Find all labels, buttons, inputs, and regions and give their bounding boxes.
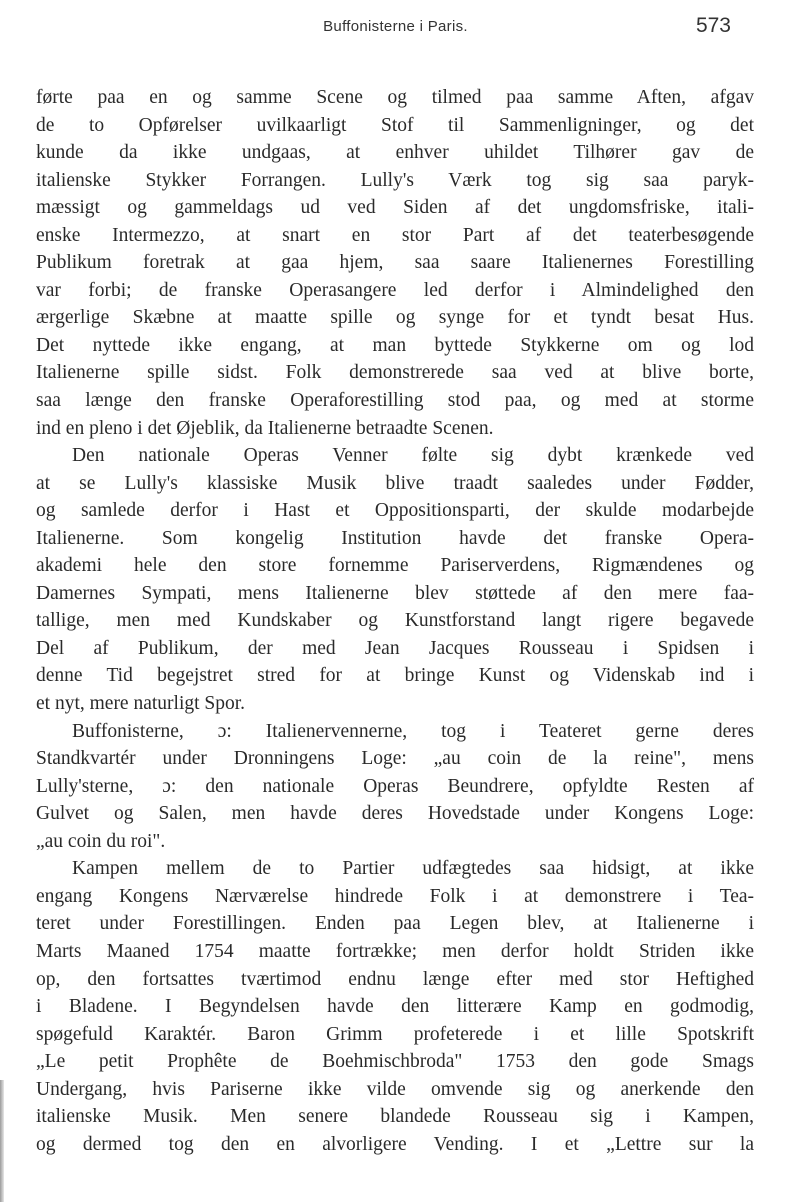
running-title: Buffonisterne i Paris.: [323, 18, 468, 35]
text-line: ærgerlige Skæbne at maatte spille og synge for et tyndt besat Hus.: [36, 307, 754, 329]
text-line: mæssigt og gammeldags ud ved Siden af det ungdomsfriske, itali-: [36, 197, 754, 219]
text-line: enske Intermezzo, at snart en stor Part af det teaterbesøgende: [36, 224, 754, 246]
text-line: italienske Stykker Forrangen. Lully's Værk tog sig saa paryk-: [36, 169, 754, 191]
text-line: de to Opførelser uvilkaarligt Stof til Sammenligninger, og det: [36, 114, 754, 136]
text-line: saa længe den franske Operaforestilling stod paa, og med at storme: [36, 390, 754, 412]
text-line: Publikum foretrak at gaa hjem, saa saare Italienernes Forestilling: [36, 252, 754, 274]
text-line: „au coin du roi".: [36, 830, 166, 852]
text-line: Buffonisterne, ɔ: Italienervennerne, tog i Teateret gerne deres: [72, 720, 754, 742]
text-line: Det nyttede ikke engang, at man byttede Stykkerne om og lod: [36, 334, 754, 356]
text-line: op, den fortsattes tværtimod endnu længe efter med stor Heftighed: [36, 968, 754, 990]
text-line: spøgefuld Karaktér. Baron Grimm profeterede i et lille Spotskrift: [36, 1023, 754, 1045]
text-line: var forbi; de franske Operasangere led derfor i Almindelighed den: [36, 279, 754, 301]
page-edge-shadow: [0, 1080, 4, 1202]
text-line: denne Tid begejstret stred for at bringe Kunst og Videnskab ind i: [36, 665, 754, 687]
text-line: Kampen mellem de to Partier udfægtedes saa hidsigt, at ikke: [72, 858, 754, 880]
text-line: Lully'sterne, ɔ: den nationale Operas Beundrere, opfyldte Resten af: [36, 775, 754, 797]
text-line: kunde da ikke undgaas, at enhver uhildet Tilhører gav de: [36, 142, 754, 164]
text-line: Marts Maaned 1754 maatte fortrække; men derfor holdt Striden ikke: [36, 940, 754, 962]
body-text: [36, 84, 754, 1158]
text-line: Standkvartér under Dronningens Loge: „au coin de la reine", mens: [36, 748, 754, 770]
text-line: ind en pleno i det Øjeblik, da Italienerne betraadte Scenen.: [36, 417, 494, 439]
text-line: engang Kongens Nærværelse hindrede Folk i at demonstrere i Tea-: [36, 885, 754, 907]
text-line: Damernes Sympati, mens Italienerne blev støttede af den mere faa-: [36, 582, 754, 604]
text-line: Gulvet og Salen, men havde deres Hovedstade under Kongens Loge:: [36, 803, 754, 825]
text-line: Den nationale Operas Venner følte sig dybt krænkede ved: [72, 445, 754, 467]
text-line: i Bladene. I Begyndelsen havde den litterære Kamp en godmodig,: [36, 996, 754, 1018]
text-line: Undergang, hvis Pariserne ikke vilde omvende sig og anerkende den: [36, 1078, 754, 1100]
text-line: akademi hele den store fornemme Pariserverdens, Rigmændenes og: [36, 555, 754, 577]
text-line: teret under Forestillingen. Enden paa Legen blev, at Italienerne i: [36, 913, 754, 935]
text-line: Italienerne spille sidst. Folk demonstrerede saa ved at blive borte,: [36, 362, 754, 384]
text-line: tallige, men med Kundskaber og Kunstforstand langt rigere begavede: [36, 610, 754, 632]
text-line: italienske Musik. Men senere blandede Rousseau sig i Kampen,: [36, 1106, 754, 1128]
text-line: og samlede derfor i Hast et Oppositionsparti, der skulde modarbejde: [36, 500, 754, 522]
text-line: og dermed tog den en alvorligere Vending. I et „Lettre sur la: [36, 1133, 754, 1155]
page-number: 573: [695, 14, 731, 37]
text-line: et nyt, mere naturligt Spor.: [36, 693, 246, 715]
text-line: førte paa en og samme Scene og tilmed paa samme Aften, afgav: [36, 87, 754, 108]
text-line: Del af Publikum, der med Jean Jacques Rousseau i Spidsen i: [36, 637, 754, 659]
text-line: at se Lully's klassiske Musik blive traadt saaledes under Fødder,: [36, 472, 754, 494]
text-line: Italienerne. Som kongelig Institution havde det franske Opera-: [36, 527, 754, 549]
text-line: „Le petit Prophête de Boehmischbroda" 1753 den gode Smags: [36, 1051, 754, 1073]
